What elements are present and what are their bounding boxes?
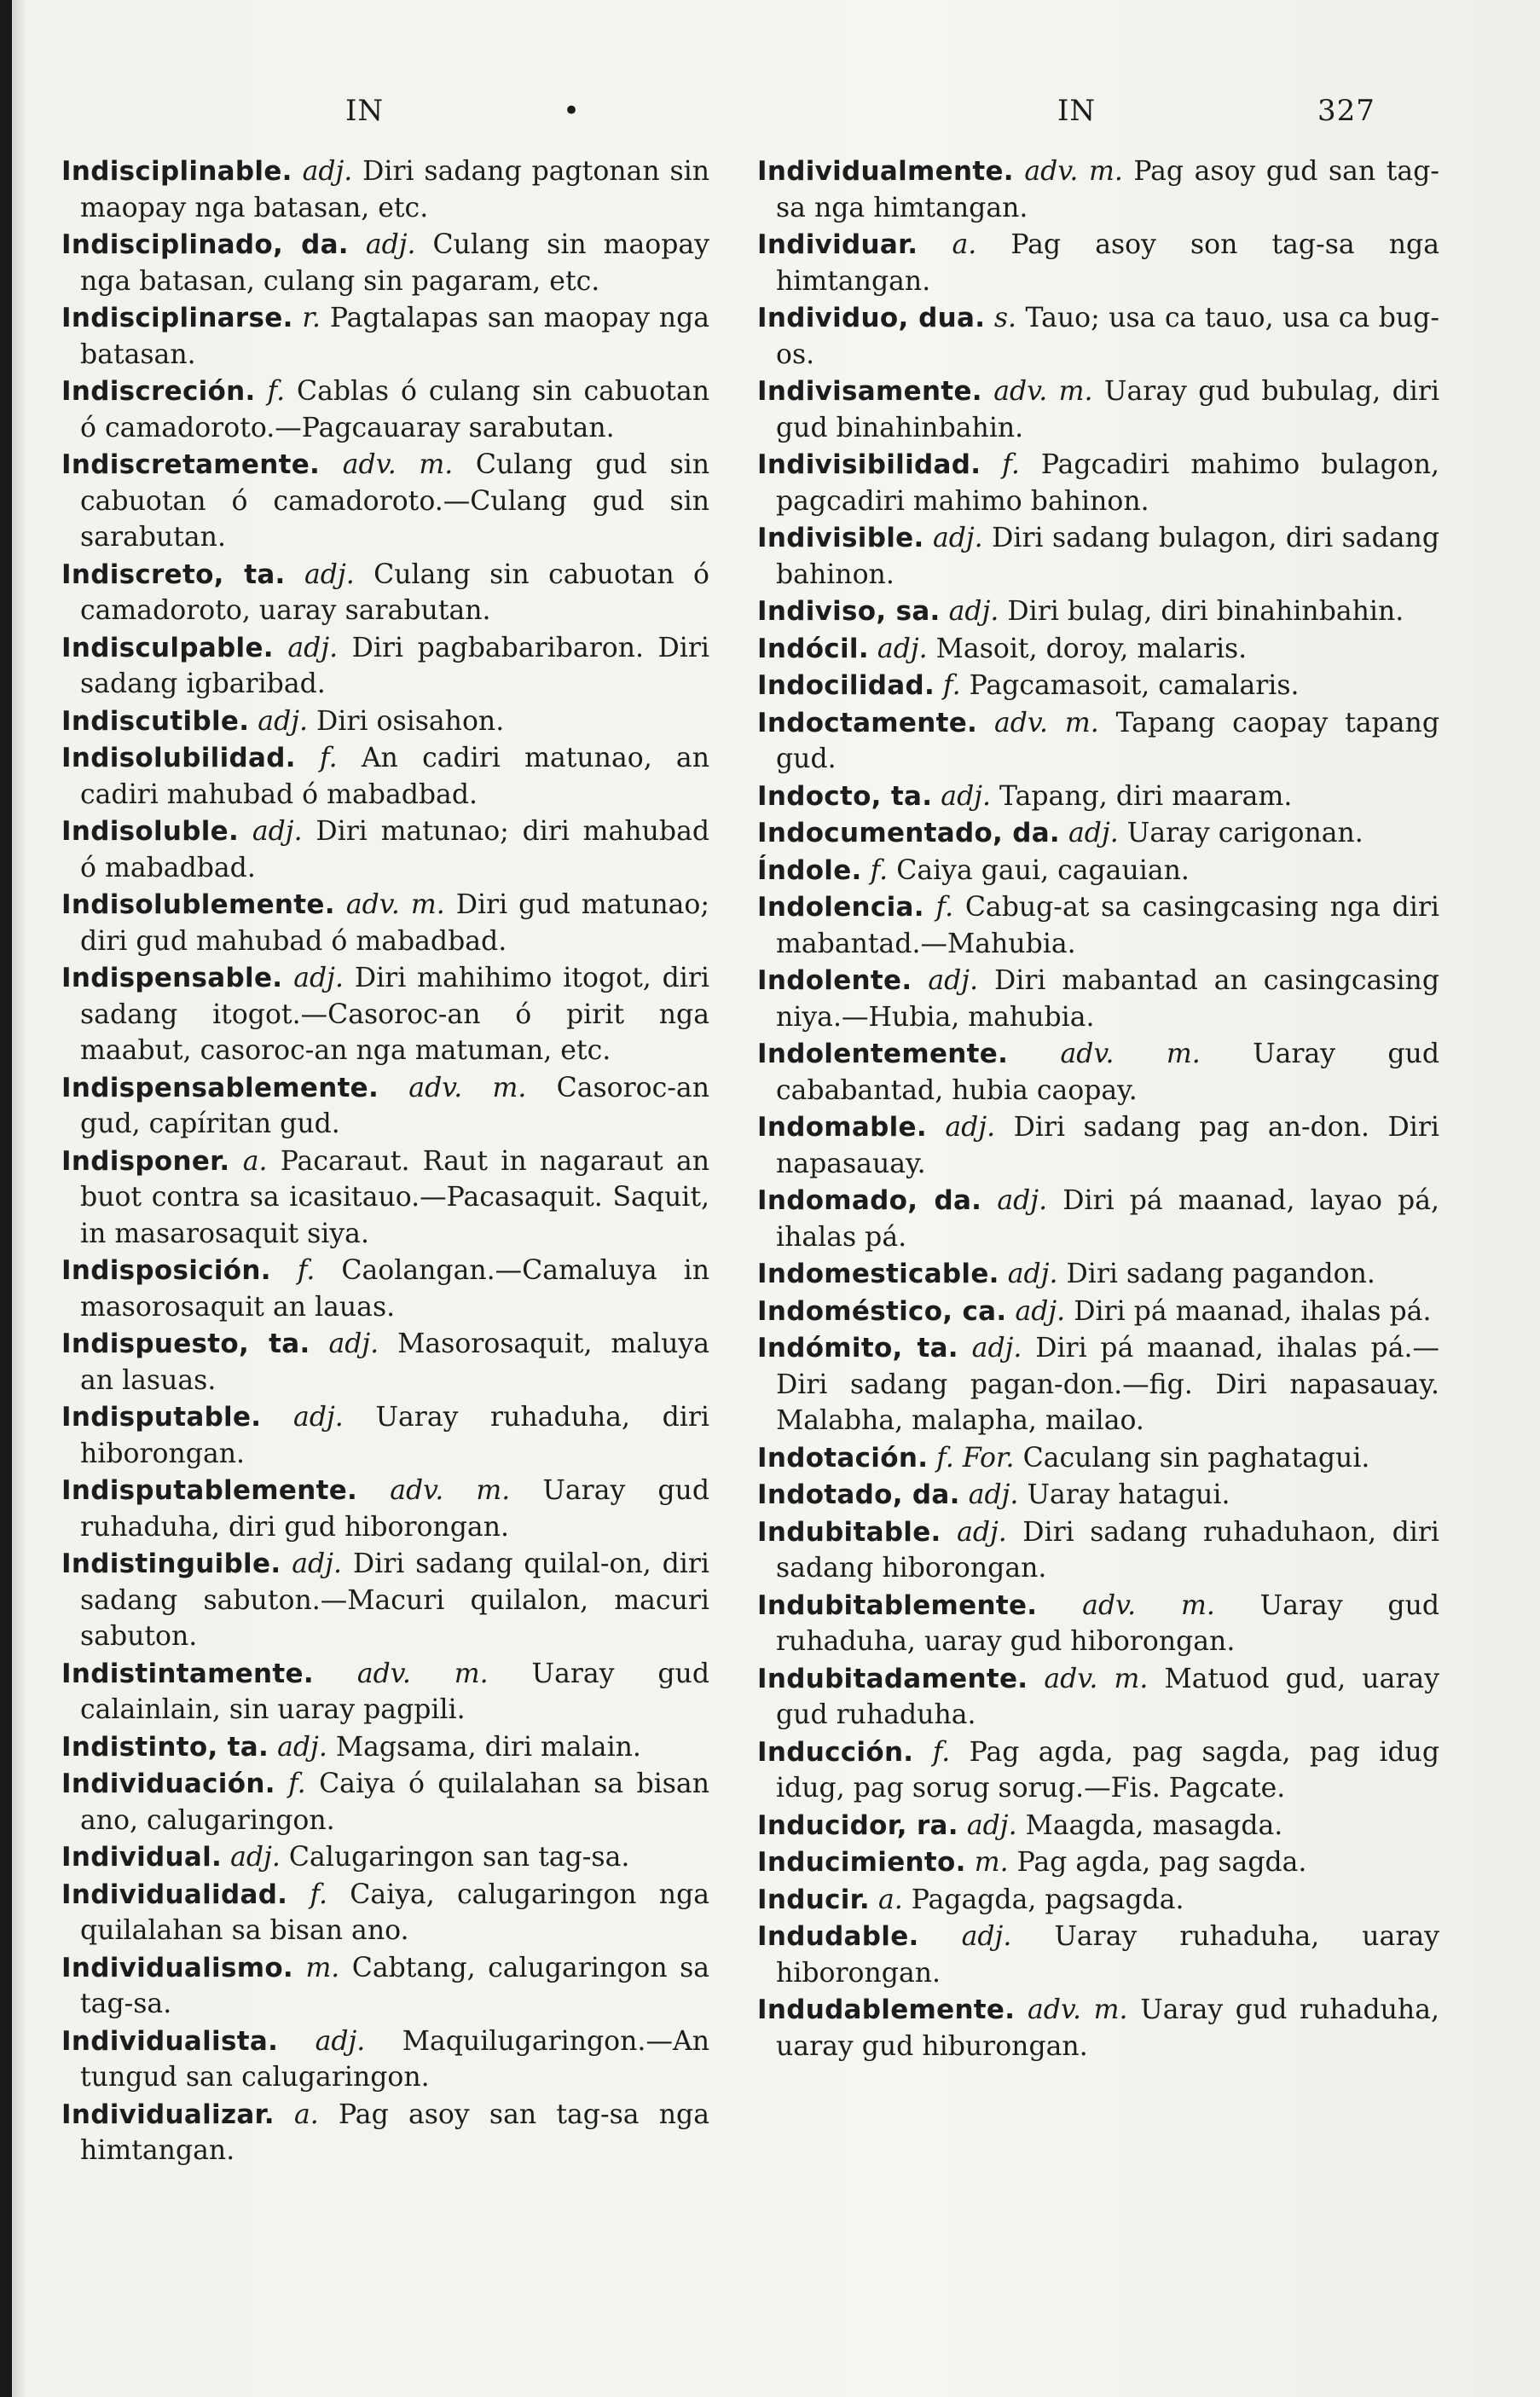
- entry-headword: Indisciplinarse.: [61, 303, 293, 333]
- entry-headword: Indoctamente.: [757, 707, 978, 738]
- dictionary-entry: [757, 815, 1439, 852]
- dictionary-entry: [61, 1656, 709, 1728]
- entry-headword: Indocto, ta.: [757, 780, 933, 812]
- entry-headword: Indocilidad.: [757, 670, 935, 701]
- entry-definition: Diri sadang pagtonan sin maopay nga batasan, etc.: [80, 156, 709, 223]
- entry-headword: Indispensable.: [61, 963, 283, 993]
- entry-headword: Individual.: [61, 1842, 223, 1873]
- entry-headword: Indomable.: [757, 1112, 927, 1143]
- entry-definition: Uaray carigonan.: [1126, 818, 1363, 848]
- entry-definition: Culang sin cabuotan ó camadoroto, uaray sarabutan.: [80, 559, 709, 626]
- entry-headword: Indómito, ta.: [757, 1333, 958, 1364]
- entry-headword: Indiscreto, ta.: [61, 559, 286, 590]
- dictionary-entry: [61, 227, 709, 299]
- entry-definition: Diri pá maanad, ihalas pá.: [1074, 1295, 1432, 1327]
- dictionary-entry: [757, 779, 1439, 815]
- entry-grammar: adj.: [252, 816, 303, 847]
- entry-headword: Individuar.: [757, 229, 918, 260]
- entry-headword: Indisputablemente.: [61, 1475, 358, 1506]
- entry-grammar: adj.: [997, 1185, 1048, 1216]
- entry-headword: Indiscutible.: [61, 705, 250, 737]
- entry-definition: Diri sadang pagandon.: [1066, 1259, 1375, 1289]
- dictionary-entry: [61, 2097, 709, 2169]
- entry-headword: Indomado, da.: [757, 1185, 982, 1216]
- entry-grammar: adj.: [230, 1842, 281, 1873]
- entry-headword: Indisponer.: [61, 1145, 230, 1177]
- dictionary-entry: [757, 1919, 1439, 1991]
- entry-grammar: adv. m.: [345, 889, 445, 920]
- entry-definition: Diri bulag, diri binahinbahin.: [1007, 596, 1404, 627]
- entry-headword: Indolentemente.: [757, 1039, 1009, 1069]
- entry-definition: Uaray gud ruhaduha, uaray gud hiborongan.: [776, 1589, 1440, 1657]
- running-head-left: IN: [345, 94, 385, 128]
- dictionary-entry: [757, 668, 1439, 704]
- entry-definition: Masoit, doroy, malaris.: [935, 633, 1248, 664]
- dictionary-entry: [61, 630, 709, 703]
- entry-definition: Diri mahihimo itogot, diri sadang itogot.—Casoroc-an ó pirit nga maabut, casoroc-an nga matuman, etc.: [80, 963, 709, 1066]
- entry-grammar: adj.: [941, 780, 992, 812]
- entry-grammar: adv. m.: [356, 1658, 489, 1689]
- entry-definition: Pag asoy gud san tag-sa nga himtangan.: [776, 156, 1440, 223]
- entry-grammar: adv. m.: [408, 1072, 527, 1103]
- entry-definition: Diri pá maanad, ihalas pá.—Diri sadang pagan-don.—fig. Diri napasauay. Malabha, malapha, mailao.: [776, 1333, 1439, 1436]
- dictionary-entry: [757, 1256, 1439, 1293]
- entry-grammar: adj.: [1007, 1259, 1058, 1289]
- entry-definition: Pag asoy son tag-sa nga himtangan.: [776, 229, 1439, 297]
- entry-definition: Uaray hatagui.: [1027, 1479, 1230, 1510]
- entry-definition: Casoroc-an gud, capíritan gud.: [80, 1072, 709, 1139]
- entry-grammar: f.: [320, 743, 338, 773]
- entry-definition: Pag asoy san tag-sa nga himtangan.: [80, 2099, 709, 2166]
- entry-headword: Indisciplinable.: [61, 156, 292, 187]
- entry-grammar: adj.: [932, 523, 983, 553]
- entry-grammar: adj.: [287, 632, 339, 663]
- dictionary-entry: [757, 1588, 1439, 1660]
- dictionary-entry: [61, 2024, 709, 2096]
- dictionary-entry: [757, 520, 1439, 593]
- dictionary-entry: [61, 557, 709, 629]
- entry-definition: Uaray ruhaduha, uaray hiborongan.: [776, 1921, 1439, 1989]
- entry-headword: Inducimiento.: [757, 1847, 966, 1878]
- entry-definition: Pacaraut. Raut in nagaraut an buot contra sa icasitauo.—Pacasaquit. Saquit, in masarosaquit siya.: [80, 1145, 710, 1249]
- entry-grammar: adj.: [1015, 1295, 1066, 1327]
- entry-definition: Pagtalapas san maopay nga batasan.: [80, 303, 710, 370]
- entry-definition: Uaray gud cababantad, hubia caopay.: [776, 1039, 1440, 1106]
- left-column: [61, 153, 709, 2170]
- entry-headword: Indubitable.: [757, 1516, 941, 1548]
- entry-grammar: adv. m.: [993, 376, 1093, 407]
- entry-grammar: adj.: [957, 1516, 1007, 1548]
- entry-definition: Pagcamasoit, camalaris.: [969, 670, 1300, 701]
- entry-definition: Pagagda, pagsagda.: [911, 1884, 1184, 1915]
- dictionary-entry: [757, 153, 1439, 226]
- entry-definition: Maagda, masagda.: [1025, 1809, 1283, 1841]
- entry-grammar: adj.: [258, 705, 309, 737]
- entry-definition: Diri matunao; diri mahubad ó mabadbad.: [80, 816, 710, 883]
- dictionary-entry: [757, 593, 1439, 630]
- dictionary-entry: [61, 1839, 709, 1876]
- dictionary-entry: [61, 703, 709, 740]
- entry-definition: Pag agda, pag sagda.: [1016, 1847, 1307, 1878]
- entry-definition: Tauo; usa ca tauo, usa ca bug-os.: [776, 303, 1439, 370]
- entry-headword: Individualista.: [61, 2025, 279, 2057]
- dictionary-entry: [757, 1183, 1439, 1255]
- entry-grammar: m.: [305, 1952, 340, 1983]
- dictionary-entry: [61, 1766, 709, 1838]
- entry-definition: Cabug-at sa casingcasing nga diri mabantad.—Mahubia.: [776, 892, 1440, 959]
- entry-definition: Maquilugaringon.—An tungud san calugaringon.: [80, 2025, 709, 2093]
- entry-definition: An cadiri matunao, an cadiri mahubad ó mabadbad.: [80, 743, 709, 810]
- entry-definition: Uaray ruhaduha, diri hiborongan.: [80, 1402, 710, 1469]
- entry-grammar: f.: [267, 376, 286, 407]
- entry-headword: Indócil.: [757, 633, 869, 664]
- dictionary-entry: [757, 300, 1439, 373]
- entry-headword: Individuación.: [61, 1769, 275, 1799]
- dictionary-entry: [757, 1036, 1439, 1109]
- entry-grammar: adj.: [971, 1333, 1022, 1364]
- dictionary-entry: [757, 1882, 1439, 1919]
- entry-headword: Indolencia.: [757, 892, 924, 923]
- entry-grammar: adv. m.: [1044, 1663, 1149, 1694]
- entry-headword: Individuo, dua.: [757, 303, 986, 333]
- entry-headword: Indocumentado, da.: [757, 818, 1061, 848]
- book-gutter-shadow: [0, 0, 12, 2397]
- dictionary-entry: [757, 1109, 1439, 1182]
- entry-grammar: a.: [952, 229, 977, 260]
- entry-headword: Individualidad.: [61, 1879, 288, 1910]
- entry-headword: Indivisible.: [757, 523, 924, 553]
- entry-definition: Matuod gud, uaray gud ruhaduha.: [776, 1663, 1439, 1730]
- entry-grammar: adj.: [292, 1549, 342, 1579]
- entry-grammar: adj.: [302, 156, 353, 187]
- dictionary-entry: [757, 227, 1439, 299]
- entry-headword: Indistinguible.: [61, 1549, 281, 1579]
- entry-grammar: f.: [297, 1255, 316, 1286]
- entry-grammar: adv. m.: [1060, 1039, 1201, 1069]
- entry-grammar: f.: [943, 670, 961, 701]
- dictionary-entry: [61, 813, 709, 886]
- entry-headword: Indisciplinado, da.: [61, 229, 349, 260]
- dictionary-entry: [757, 447, 1439, 519]
- entry-definition: Diri pagbabaribaron. Diri sadang igbaribad.: [80, 632, 709, 699]
- dictionary-entry: [61, 1877, 709, 1949]
- entry-definition: Cabtang, calugaringon sa tag-sa.: [80, 1952, 710, 2019]
- dictionary-entry: [757, 1514, 1439, 1587]
- entry-definition: Uaray gud bubulag, diri gud binahinbahin.: [776, 376, 1440, 443]
- entry-grammar: adj.: [293, 963, 344, 993]
- entry-definition: Uaray gud calainlain, sin uaray pagpili.: [80, 1658, 709, 1725]
- entry-headword: Indisoluble.: [61, 816, 240, 847]
- entry-definition: Diri sadang bulagon, diri sadang bahinon.: [776, 523, 1439, 590]
- entry-definition: Culang gud sin cabuotan ó camadoroto.—Culang gud sin sarabutan.: [80, 449, 709, 553]
- entry-grammar: f.: [932, 1736, 951, 1768]
- dictionary-entry: [61, 1399, 709, 1472]
- dictionary-entry: [757, 1844, 1439, 1881]
- entry-grammar: m.: [974, 1847, 1009, 1878]
- dictionary-entry: [61, 960, 709, 1069]
- entry-grammar: a.: [294, 2099, 319, 2130]
- dictionary-entry: [757, 1734, 1439, 1807]
- entry-headword: Indisolubilidad.: [61, 743, 296, 773]
- entry-definition: Caolangan.—Camaluya in masorosaquit an lauas.: [80, 1255, 710, 1323]
- entry-headword: Indiviso, sa.: [757, 596, 941, 627]
- entry-definition: Caiya ó quilalahan sa bisan ano, calugaringon.: [80, 1769, 709, 1836]
- entry-headword: Indotado, da.: [757, 1479, 960, 1510]
- entry-grammar: adv. m.: [342, 449, 454, 480]
- dictionary-entry: [757, 853, 1439, 889]
- entry-headword: Indispuesto, ta.: [61, 1329, 310, 1359]
- entry-definition: Diri gud matunao; diri gud mahubad ó mabadbad.: [80, 889, 710, 957]
- entry-headword: Índole.: [757, 854, 862, 886]
- entry-definition: Calugaringon san tag-sa.: [288, 1842, 630, 1873]
- entry-definition: Diri pá maanad, layao pá, ihalas pá.: [776, 1185, 1440, 1253]
- entry-grammar: adj.: [877, 633, 928, 664]
- entry-headword: Indotación.: [757, 1442, 929, 1474]
- entry-headword: Indisolublemente.: [61, 889, 335, 920]
- entry-grammar: adj.: [966, 1809, 1017, 1841]
- dictionary-entry: [757, 1330, 1439, 1439]
- entry-grammar: s.: [993, 303, 1017, 333]
- entry-grammar: adj.: [948, 596, 999, 627]
- dictionary-entry: [757, 963, 1439, 1035]
- entry-grammar: adj.: [328, 1329, 379, 1359]
- dictionary-entry: [757, 631, 1439, 668]
- entry-grammar: f.: [310, 1879, 328, 1910]
- entry-headword: Inducción.: [757, 1736, 914, 1768]
- dictionary-entry: [757, 1992, 1439, 2064]
- entry-headword: Indistintamente.: [61, 1658, 314, 1689]
- entry-headword: Indispensablemente.: [61, 1072, 379, 1103]
- dictionary-entry: [61, 1729, 709, 1766]
- entry-headword: Indoméstico, ca.: [757, 1295, 1007, 1327]
- entry-definition: Caculang sin paghatagui.: [1022, 1442, 1370, 1474]
- entry-definition: Tapang caopay tapang gud.: [776, 707, 1439, 774]
- right-column: [757, 153, 1439, 2065]
- entry-grammar: adj.: [968, 1479, 1019, 1510]
- entry-grammar: f.: [1002, 449, 1020, 480]
- entry-grammar: adv. m.: [1028, 1995, 1128, 2025]
- entry-definition: Pag agda, pag sagda, pag idug idug, pag sorug sorug.—Fis. Pagcate.: [776, 1736, 1440, 1804]
- entry-definition: Uaray gud ruhaduha, uaray gud hiburongan.: [776, 1995, 1440, 2062]
- dictionary-entry: [757, 1294, 1439, 1330]
- entry-grammar: adv. m.: [1024, 156, 1123, 187]
- entry-grammar: adj.: [945, 1112, 996, 1143]
- entry-headword: Indudablemente.: [757, 1995, 1016, 2025]
- dictionary-entry: [61, 1546, 709, 1655]
- dictionary-entry: [61, 1253, 709, 1325]
- entry-headword: Indistinto, ta.: [61, 1731, 269, 1763]
- entry-definition: Caiya, calugaringon nga quilalahan sa bisan ano.: [80, 1879, 710, 1946]
- entry-headword: Indubitadamente.: [757, 1663, 1028, 1694]
- entry-definition: Diri sadang pag an-don. Diri napasauay.: [776, 1112, 1439, 1179]
- entry-grammar: adj.: [293, 1402, 344, 1433]
- entry-headword: Indisposición.: [61, 1255, 271, 1286]
- entry-grammar: adj.: [315, 2025, 366, 2057]
- entry-headword: Indisputable.: [61, 1402, 262, 1433]
- entry-headword: Indubitablemente.: [757, 1589, 1038, 1621]
- page-number: 327: [1317, 94, 1375, 128]
- entry-definition: Diri mabantad an casingcasing niya.—Hubia, mahubia.: [776, 965, 1440, 1033]
- entry-definition: Culang sin maopay nga batasan, culang sin pagaram, etc.: [80, 229, 710, 297]
- entry-grammar: a.: [877, 1884, 903, 1915]
- running-head-right: IN: [1057, 94, 1097, 128]
- entry-headword: Indudable.: [757, 1921, 919, 1952]
- entry-headword: Indivisibilidad.: [757, 449, 981, 480]
- dictionary-entry: [61, 740, 709, 813]
- entry-grammar: f. For.: [936, 1442, 1015, 1474]
- entry-definition: Pagcadiri mahimo bulagon, pagcadiri mahimo bahinon.: [776, 449, 1439, 517]
- dictionary-entry: [61, 1070, 709, 1143]
- entry-headword: Indivisamente.: [757, 376, 982, 407]
- dictionary-entry: [61, 1473, 709, 1545]
- entry-grammar: a.: [242, 1145, 268, 1177]
- entry-headword: Individualmente.: [757, 156, 1014, 187]
- dictionary-entry: [61, 887, 709, 959]
- entry-grammar: f.: [935, 892, 954, 923]
- entry-headword: Indiscreción.: [61, 376, 256, 407]
- entry-grammar: adj.: [304, 559, 355, 590]
- entry-grammar: r.: [302, 303, 321, 333]
- entry-grammar: adv. m.: [993, 707, 1099, 738]
- dictionary-entry: [757, 1661, 1439, 1734]
- entry-headword: Individualismo.: [61, 1952, 294, 1983]
- running-head-bullet: •: [563, 94, 582, 128]
- entry-definition: Diri sadang ruhaduhaon, diri sadang hiborongan.: [776, 1516, 1439, 1584]
- dictionary-entry: [757, 889, 1439, 962]
- dictionary-entry: [61, 447, 709, 556]
- dictionary-entry: [757, 1808, 1439, 1844]
- entry-grammar: adj.: [365, 229, 416, 260]
- entry-headword: Indomesticable.: [757, 1259, 999, 1289]
- entry-definition: Diri osisahon.: [316, 705, 505, 737]
- entry-grammar: adj.: [277, 1731, 327, 1763]
- entry-grammar: adj.: [1068, 818, 1119, 848]
- dictionary-entry: [61, 1326, 709, 1398]
- dictionary-entry: [61, 300, 709, 373]
- entry-headword: Indisculpable.: [61, 632, 274, 663]
- dictionary-entry: [61, 373, 709, 446]
- entry-definition: Tapang, diri maaram.: [999, 780, 1293, 812]
- entry-definition: Cablas ó culang sin cabuotan ó camadoroto.—Pagcauaray sarabutan.: [80, 376, 710, 443]
- entry-grammar: f.: [288, 1769, 306, 1799]
- entry-grammar: adv. m.: [390, 1475, 511, 1506]
- entry-definition: Masorosaquit, maluya an lasuas.: [80, 1329, 709, 1396]
- entry-definition: Uaray gud ruhaduha, diri gud hiborongan.: [80, 1475, 709, 1543]
- entry-headword: Inducidor, ra.: [757, 1809, 958, 1841]
- entry-definition: Magsama, diri malain.: [335, 1731, 641, 1763]
- dictionary-entry: [61, 153, 709, 226]
- entry-grammar: adj.: [961, 1921, 1012, 1952]
- entry-headword: Inducir.: [757, 1884, 870, 1915]
- dictionary-entry: [757, 373, 1439, 446]
- dictionary-entry: [61, 1950, 709, 2023]
- dictionary-entry: [61, 1143, 709, 1253]
- entry-headword: Individualizar.: [61, 2099, 275, 2130]
- entry-definition: Diri sadang quilal-on, diri sadang sabuton.—Macuri quilalon, macuri sabuton.: [80, 1549, 710, 1652]
- dictionary-entry: [757, 1477, 1439, 1514]
- entry-headword: Indolente.: [757, 965, 912, 996]
- entry-grammar: adj.: [928, 965, 979, 996]
- entry-grammar: adv. m.: [1082, 1589, 1215, 1621]
- entry-definition: Caiya gaui, cagauian.: [896, 854, 1190, 886]
- entry-headword: Indiscretamente.: [61, 449, 321, 480]
- dictionary-entry: [757, 1440, 1439, 1477]
- dictionary-entry: [757, 705, 1439, 778]
- entry-grammar: f.: [870, 854, 889, 886]
